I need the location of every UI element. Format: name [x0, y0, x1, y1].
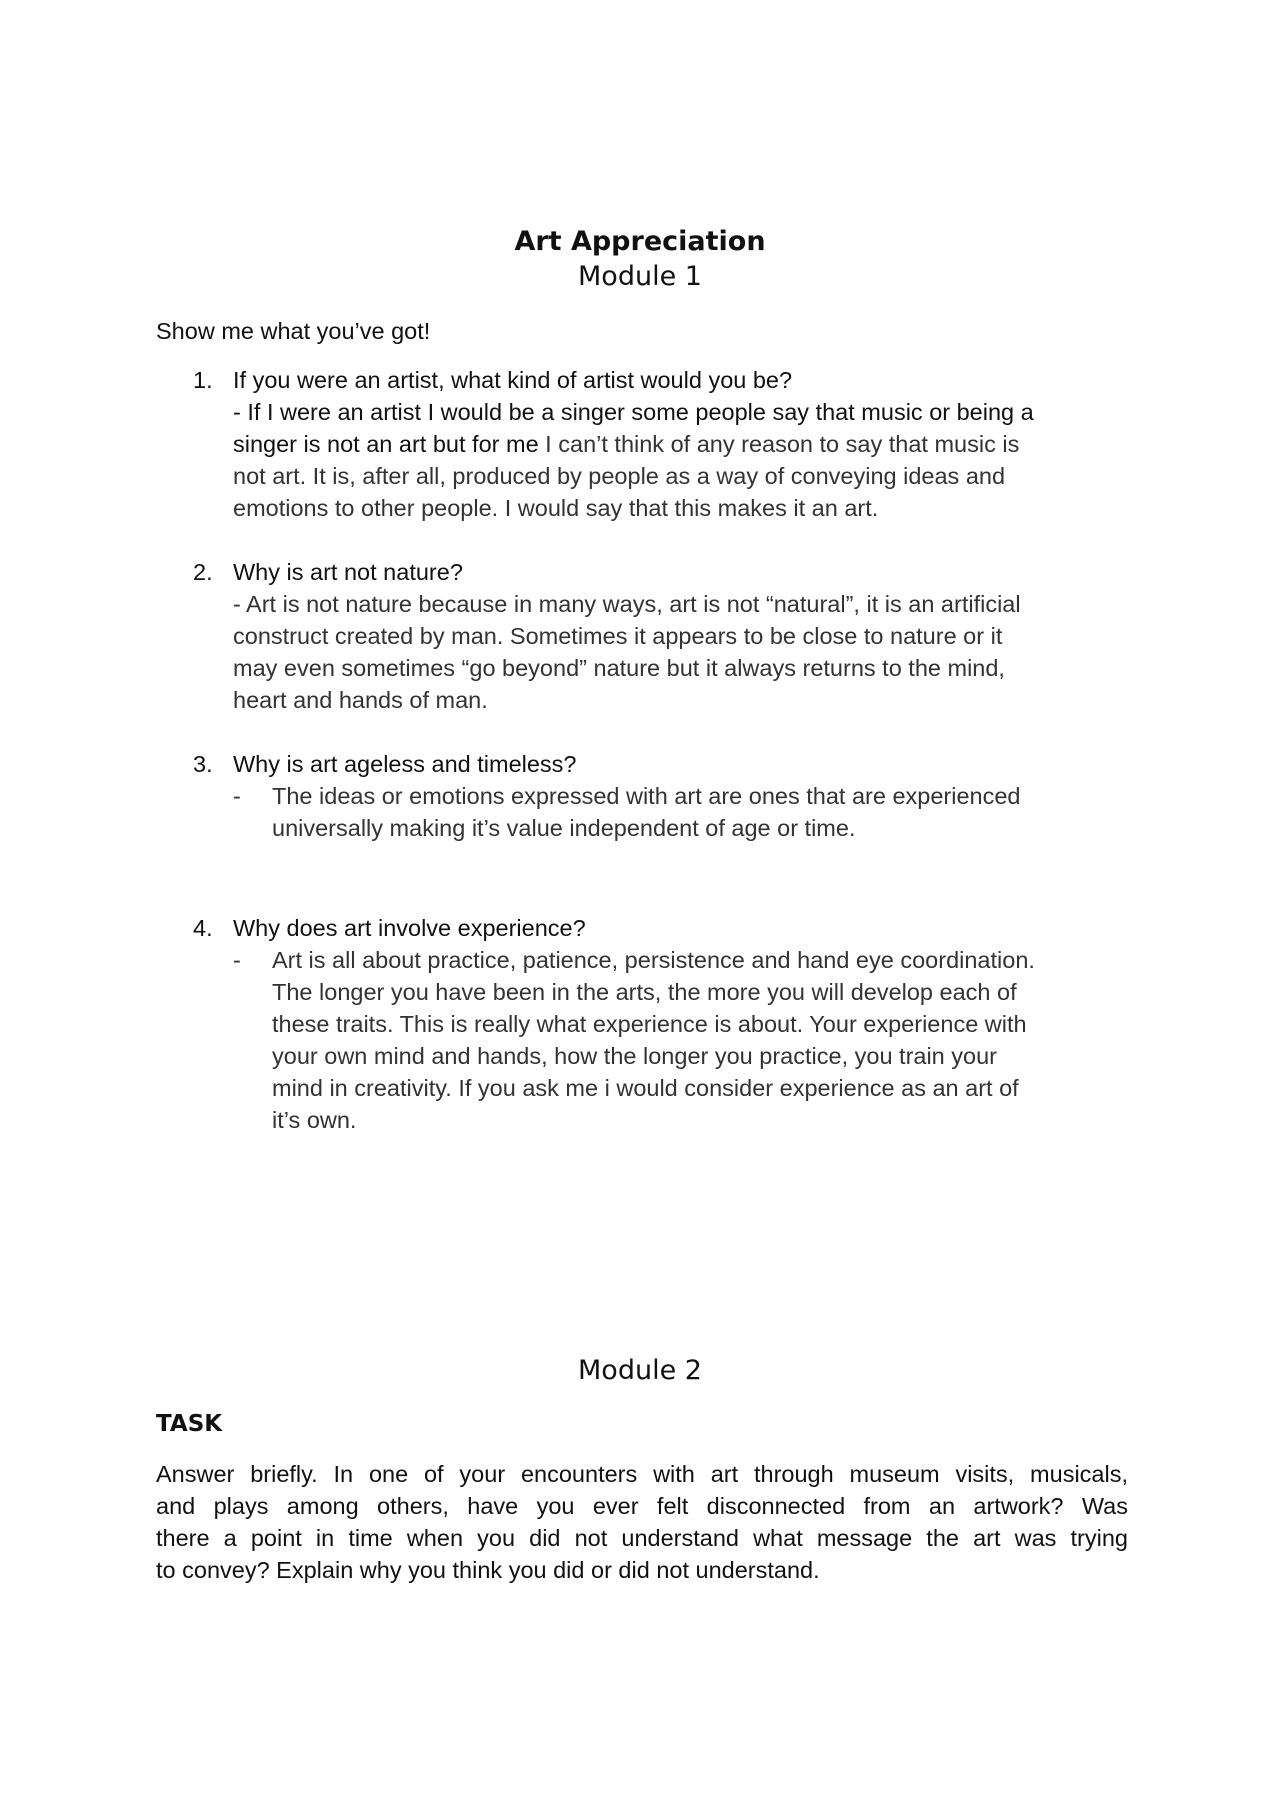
answer-line: I can’t think of any reason to say that music is — [538, 431, 1020, 457]
answer-line: may even sometimes “go beyond” nature but it always returns to the mind, — [233, 655, 1005, 681]
task-line: Answer briefly. In one of your encounters with art through museum visits, musicals, — [156, 1461, 1128, 1487]
answer-line: singer is not an art but for me — [233, 431, 539, 457]
answer-2 — [233, 588, 1153, 716]
question-3-number: 3. — [193, 751, 213, 777]
task-instructions — [156, 1458, 1128, 1586]
question-2-number: 2. — [193, 559, 213, 585]
module-2-heading: Module 2 — [578, 1355, 702, 1386]
answer-line: The longer you have been in the arts, the more you will develop each of — [272, 979, 1017, 1005]
task-line: to convey? Explain why you think you did or did not understand. — [156, 1557, 820, 1583]
answer-line: The ideas or emotions expressed with art are ones that are experienced — [272, 783, 1021, 809]
question-4-text: Why does art involve experience? — [233, 915, 586, 941]
answer-line: your own mind and hands, how the longer you practice, you train your — [272, 1043, 998, 1069]
module-1-heading: Module 1 — [578, 261, 702, 292]
answer-line: emotions to other people. I would say that this makes it an art. — [233, 495, 879, 521]
answer-3-bullet: - — [233, 783, 241, 809]
question-2-text: Why is art not nature? — [233, 559, 463, 585]
answer-line: mind in creativity. If you ask me i would consider experience as an art of — [272, 1075, 1019, 1101]
answer-line: construct created by man. Sometimes it appears to be close to nature or it — [233, 623, 1003, 649]
question-1-number: 1. — [193, 367, 213, 393]
task-line: there a point in time when you did not understand what message the art was trying — [156, 1525, 1128, 1551]
question-1-text: If you were an artist, what kind of artist would you be? — [233, 367, 793, 393]
answer-line: these traits. This is really what experience is about. Your experience with — [272, 1011, 1027, 1037]
question-3-text: Why is art ageless and timeless? — [233, 751, 577, 777]
answer-line: - If I were an artist I would be a singer some people say that music or being a — [233, 399, 1034, 425]
answer-line: not art. It is, after all, produced by people as a way of conveying ideas and — [233, 463, 1006, 489]
task-label: TASK — [156, 1411, 223, 1437]
answer-3 — [272, 780, 1132, 844]
answer-line: heart and hands of man. — [233, 687, 488, 713]
page-title: Art Appreciation — [514, 226, 766, 257]
answer-line: it’s own. — [272, 1107, 357, 1133]
answer-1 — [233, 396, 1153, 524]
answer-4-bullet: - — [233, 947, 241, 973]
answer-line: universally making it’s value independent of age or time. — [272, 815, 856, 841]
task-line: and plays among others, have you ever felt disconnected from an artwork? Was — [156, 1493, 1128, 1519]
answer-4 — [272, 944, 1132, 1136]
intro-text: Show me what you’ve got! — [156, 318, 431, 344]
answer-line: - Art is not nature because in many ways, art is not “natural”, it is an artificial — [233, 591, 1021, 617]
answer-line: Art is all about practice, patience, persistence and hand eye coordination. — [272, 947, 1035, 973]
question-4-number: 4. — [193, 915, 213, 941]
